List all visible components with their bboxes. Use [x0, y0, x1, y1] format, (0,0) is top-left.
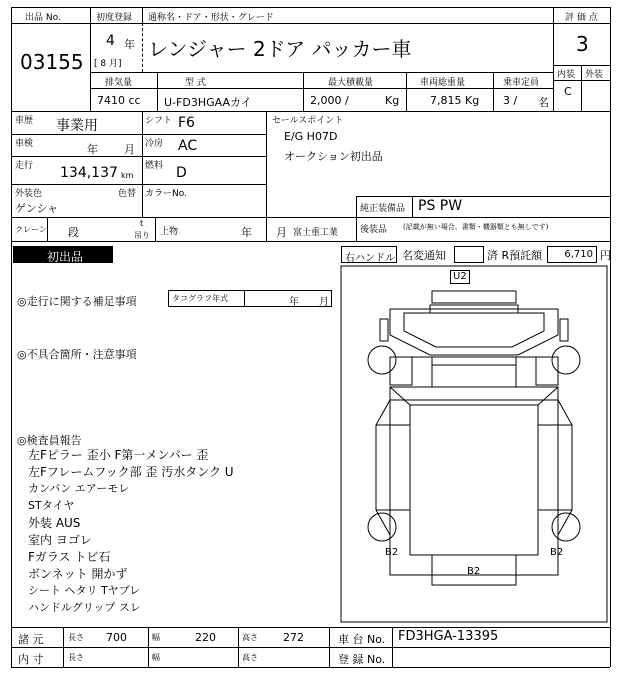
score: 3 — [576, 32, 589, 56]
capacity-unit: 名 — [538, 96, 549, 109]
width-value: 220 — [195, 631, 216, 644]
inspector-line: Fガラス トビ石 — [28, 550, 111, 564]
inspector-line: 左Fフレームフック部 歪 汚水タンク U — [28, 465, 234, 479]
length-value: 700 — [106, 631, 127, 644]
inspector-line: STタイヤ — [28, 499, 75, 512]
inspector-line: 室内 ヨゴレ — [28, 533, 92, 547]
lot-label: 出品 No. — [25, 13, 61, 23]
gvw-label: 車両総重量 — [420, 78, 466, 88]
inspection-month: 月 — [124, 143, 135, 156]
score-label: 評 価 点 — [565, 13, 598, 23]
tacho-month: 月 — [319, 297, 329, 308]
rule — [11, 627, 610, 628]
rule — [90, 88, 553, 89]
rule — [142, 23, 143, 72]
in-width-label: 幅 — [152, 653, 160, 662]
mileage-value: 134,137 — [60, 165, 118, 181]
name-change-label: 名変通知 — [402, 249, 446, 262]
recycle-box — [547, 246, 597, 263]
rule — [11, 647, 610, 648]
exterior-label: 外装 — [585, 70, 604, 80]
inspection-label: 車検 — [15, 139, 34, 149]
rule — [553, 7, 554, 111]
retrofit-label: 後装品 — [360, 225, 388, 235]
rule — [11, 184, 266, 185]
mileage-unit: km — [121, 171, 134, 180]
crane-ton: t — [140, 219, 144, 228]
history-value: 事業用 — [56, 118, 98, 134]
height-value: 272 — [283, 631, 304, 644]
ac-label: 冷房 — [145, 139, 164, 149]
rule — [329, 627, 330, 667]
rule — [11, 111, 610, 112]
crane-label: クレーン — [15, 225, 47, 234]
rule — [356, 196, 610, 197]
reg-no-label: 登 録 No. — [338, 653, 386, 666]
reg-year: 4 — [106, 33, 115, 49]
disp-label: 排気量 — [105, 78, 133, 88]
upper-maker: 富士重工業 — [293, 228, 339, 238]
sales-point-label: セールスポイント — [272, 116, 344, 126]
rhd-box — [341, 246, 397, 263]
color-code-label: カラーNo. — [145, 189, 187, 199]
inspection-year: 年 — [87, 143, 98, 156]
equip-value: PS PW — [418, 198, 463, 214]
shift-label: シフト — [145, 116, 173, 126]
rule — [581, 65, 582, 111]
mark-rear-right: B2 — [550, 547, 564, 558]
rule — [392, 627, 393, 667]
mileage-label: 走行 — [15, 161, 34, 171]
inspector-line: ハンドルグリップ スレ — [28, 601, 141, 614]
in-height-label: 高さ — [242, 653, 258, 662]
chassis-value: FD3HGA-13395 — [398, 629, 499, 644]
recycle-label: 済 R預託額 — [487, 249, 543, 262]
reg-label: 初度登録 — [96, 13, 133, 23]
tacho-label: タコグラフ年式 — [172, 294, 228, 303]
history-label: 車歴 — [15, 116, 34, 126]
upper-year: 年 — [241, 226, 252, 239]
first-listing-badge — [13, 246, 113, 263]
mark-rear-left: B2 — [385, 547, 399, 558]
rhd-text: 右ハンドル — [345, 253, 395, 264]
tacho-box — [168, 290, 332, 307]
interior-dims-label: 内 寸 — [18, 653, 44, 666]
mark-front: U2 — [453, 271, 467, 282]
capacity-value: 3 / — [503, 94, 518, 107]
rule — [148, 627, 149, 667]
inspector-line: カンバン エアーモレ — [28, 482, 130, 495]
height-label: 高さ — [242, 633, 258, 642]
rule — [11, 241, 610, 242]
rule — [11, 217, 610, 218]
rule — [11, 23, 90, 24]
lot-number: 03155 — [20, 50, 84, 74]
interior-label: 内装 — [557, 70, 576, 80]
mark-rear: B2 — [467, 566, 481, 577]
rule — [90, 72, 553, 73]
ac-value: AC — [178, 138, 198, 154]
capacity-label: 乗車定員 — [503, 78, 540, 88]
length-label: 長さ — [68, 633, 84, 642]
reg-month: [ 8 月] — [94, 59, 122, 69]
rule — [11, 134, 266, 135]
rule — [610, 7, 611, 667]
first-listing-text: 初出品 — [47, 250, 84, 264]
rule — [47, 217, 48, 241]
rule — [142, 111, 143, 217]
sales-point-1: E/G H07D — [284, 130, 338, 143]
payload-label: 最大積載量 — [328, 78, 374, 88]
rule — [63, 627, 64, 667]
rule — [356, 196, 357, 241]
name-label: 通称名・ドア・形状・グレード — [148, 13, 274, 23]
recycle-unit: 円 — [600, 249, 611, 262]
chassis-label: 車 台 No. — [338, 633, 386, 646]
rule — [244, 291, 245, 306]
rule — [303, 72, 304, 111]
rule — [553, 23, 610, 24]
dims-label: 諸 元 — [18, 633, 44, 646]
sales-point-2: オークション初出品 — [284, 150, 383, 163]
inspector-line: 外装 AUS — [28, 516, 81, 530]
rule — [238, 627, 239, 667]
rule — [11, 156, 266, 157]
interior-score: C — [564, 85, 572, 98]
payload-unit: Kg — [385, 94, 400, 107]
rule — [90, 7, 91, 111]
inspector-title: ◎検査員報告 — [17, 434, 82, 447]
defects-title: ◎不具合箇所・注意事項 — [17, 348, 137, 361]
rule — [11, 7, 12, 667]
shift-value: F6 — [178, 115, 195, 131]
width-label: 幅 — [152, 633, 160, 642]
inspector-line: シート ヘタリ Tヤブレ — [28, 584, 141, 597]
equip-label: 純正装備品 — [360, 204, 406, 214]
rule — [157, 72, 158, 111]
disp-value: 7410 cc — [97, 94, 141, 107]
rule — [11, 667, 610, 668]
upper-month: 月 — [276, 226, 287, 239]
crane-hook: 吊り — [134, 231, 150, 240]
ext-color-label: 外装色 — [15, 189, 43, 199]
rule — [406, 72, 407, 111]
driving-title: ◎走行に関する補足事項 — [17, 295, 137, 308]
rule — [142, 7, 143, 23]
ext-color-value: ゲンシャ — [15, 202, 59, 215]
rule — [11, 7, 610, 8]
rule — [266, 111, 267, 241]
fuel-value: D — [176, 165, 187, 181]
gvw-value: 7,815 Kg — [430, 94, 480, 107]
rule — [493, 72, 494, 111]
in-length-label: 長さ — [68, 653, 84, 662]
inspector-line: ボンネット 開かず — [28, 567, 128, 581]
vehicle-name: レンジャー 2ドア パッカー車 — [148, 37, 412, 61]
retrofit-note: (記載が無い場合、書類・機器類とも無しです) — [403, 223, 549, 231]
rule — [412, 196, 413, 217]
year-unit: 年 — [124, 38, 135, 51]
mark-front-box — [450, 270, 470, 284]
name-change-box — [454, 246, 484, 263]
upper-label: 上物 — [160, 227, 179, 237]
fuel-label: 燃料 — [145, 161, 164, 171]
crane-stage: 段 — [68, 226, 79, 239]
inspector-list — [28, 446, 328, 616]
inspector-line: 左Fピラー 歪小 F第一メンバー 歪 — [28, 448, 209, 462]
rule — [90, 23, 553, 24]
rule — [155, 217, 156, 241]
recycle-amount: 6,710 — [564, 249, 593, 260]
color-no-label: 色替 — [118, 189, 137, 199]
tacho-year: 年 — [289, 297, 299, 308]
model-label: 型 式 — [185, 78, 206, 88]
payload-value: 2,000 / — [310, 94, 349, 107]
model-value: U-FD3HGAAカイ — [164, 96, 252, 109]
